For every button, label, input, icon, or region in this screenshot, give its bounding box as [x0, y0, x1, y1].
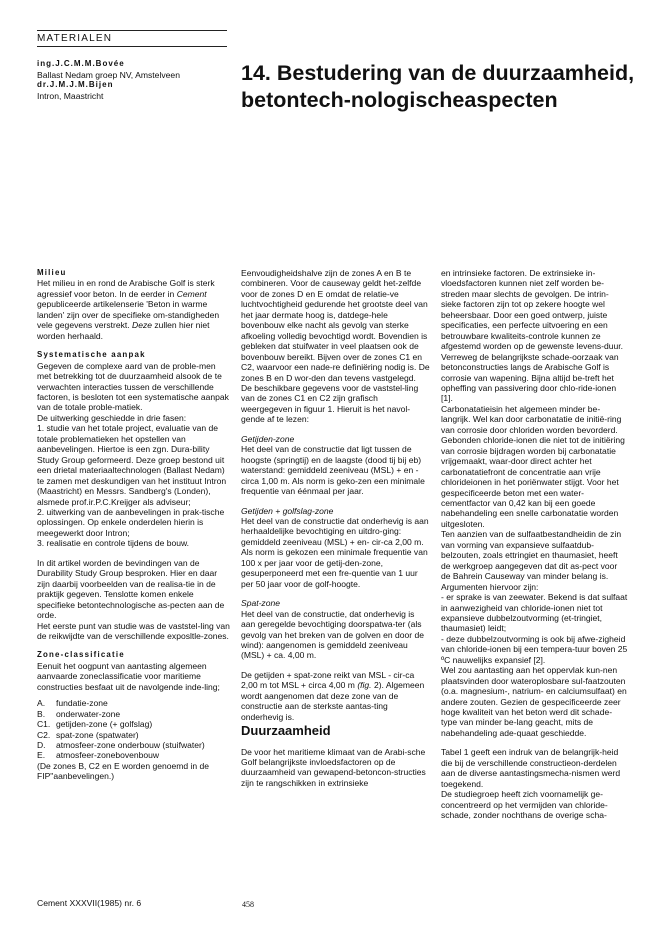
paragraph: 1. studie van het totale project, evaluatie van de totale problematieken het opstellen van aanbevelingen. Hiertoe is een zgn. Dura-bility Study Group geformeerd. Deze groep bestond uit een drietal materiaaltechnologen (Ballast Nedam) te zamen met deskundigen van het instituut Intron (Maastricht) en Messrs. Sandberg's (Londen), alsmede prof.ir.P.C.Kreijger als adviseur; [37, 423, 227, 507]
paragraph: 3. realisatie en controle tijdens de bouw. [37, 538, 190, 549]
author-name: dr.J.M.J.M.Bijen [37, 80, 114, 89]
paragraph: Het eerste punt van studie was de vaststel-ling van de reikwijdte van de verschillende exposltle-zones. [37, 620, 230, 641]
paragraph: Ten aanzien van de sulfaatbestandheidin de zin van vorming van expansieve sulfaatdub-belzouten, zoals ettringiet en thaumasiet, heeft de werkgroep aangegeven dat dit as-pect voor de Bahrein Causeway van minder belang is. Argumenten hiervoor zijn: [441, 529, 622, 592]
paragraph: Verreweg de belangrijkste schade-oorzaak van betonconstructies langs de Arabische Golf is corrosie van wapening. Bijna altijd be-treft het opheffing van passivering door chlo-ride-ionen [1]. [441, 351, 619, 404]
zone-list [37, 698, 230, 761]
list-item: C1. getijden-zone (+ golfslag) [37, 719, 153, 730]
paragraph: Tabel 1 geeft een indruk van de belangrijk-heid die bij de verschillende constructieon-derdelen aan de diverse aantastingsmecha-nismen werd toegekend. [441, 747, 621, 789]
list-item: A. fundatie-zone [37, 698, 108, 709]
subsection-heading: Getijden-zone [241, 433, 295, 444]
paragraph: - deze dubbelzoutvorming is ook bij afwe-zigheid van chloride-ionen bij een tempera-tuur boven 25 ºC nauwelijks expansief [2]. [441, 633, 628, 665]
paragraph: De uitwerking geschiedde in drie fasen: [37, 412, 187, 423]
paragraph: en intrinsieke factoren. De extrinsieke in-vloedsfactoren kunnen niet zelf worden be-streden maar slechts de gevolgen. De intrin-sieke factoren zijn tot op zekere hoogte wel beheersbaar. Door een goed ontwerp, juiste specificaties, een perfecte uitvoering en een betrouwbare kwaliteits-controle kunnen ze afgestemd worden op de gewenste levens-duur. [441, 268, 623, 352]
list-item: B. onderwater-zone [37, 708, 121, 719]
section-label: MATERIALEN [37, 30, 227, 47]
paragraph: (De zones B, C2 en E worden genoemd in de FIP"aanbevelingen.) [37, 760, 209, 782]
subsection-heading: Spat-zone [241, 598, 280, 609]
author-block [37, 59, 232, 101]
list-item: D. atmosfeer-zone onderbouw (stuifwater) [37, 740, 205, 751]
paragraph: Gegeven de complexe aard van de proble-men met betrekking tot de duurzaamheid alsook de te verwachten interacties tussen de verschillende factoren, is besloten tot een systematische aanpak van de totale proble-matiek. [37, 360, 229, 413]
author-affiliation: Ballast Nedam groep NV, Amstelveen [37, 69, 180, 80]
paragraph: De voor het maritieme klimaat van de Arabi-sche Golf belangrijkste invloedsfactoren op de duurzaamheid van gewapend-betoncon-structies zijn te rangschikken in extrinsieke [241, 746, 426, 788]
subsection-heading: Getijden + golfslag-zone [241, 505, 334, 516]
section-heading: Duurzaamheid [241, 723, 331, 739]
paragraph: Eenvoudigheidshalve zijn de zones A en B te combineren. Voor de causeway geldt het-zelfde voor de zones D en E omdat de relatie-ve luchtvochtigheid gedurende het grootste deel van het jaar dermate hoog is, datdege-hele bovenbouw elke nacht als gevolg van sterke afkoeling volledig bevochtigd wordt. Bovendien is gebleken dat stuifwater in veel plaatsen ook de bovenbouw bereikt. Bijven over de zones C1 en C2, waarvoor een nade-re definiëring nodig is. De zones B en D wor-den dan tevens vastgelegd. [241, 268, 430, 383]
paragraph: - er sprake is van zeewater. Bekend is dat sulfaat in aanwezigheid van chloride-ionen niet tot expansieve dubbelzoutvorming (et-tringiet, thaumasiet) leidt; [441, 592, 628, 634]
paragraph: Het milieu in en rond de Arabische Golf is sterk agressief voor beton. In de eerder in Cement gepubliceerde artikelenserie 'Beton in warme landen' zijn over de specifieke om-standigheden vele gegevens verstrekt. Deze zullen hier niet worden herhaald. [37, 278, 220, 341]
paragraph: Carbonatatieisin het algemeen minder be-langrijk. Wel kan door carbonatatie de initië-ring van corrosie door chloriden worden bevorderd. Gebonden chloride-ionen die niet tot de initiëring van corrosie bijdragen worden bij carbonatatie vrijgemaakt, waar-door direct achter het carbonatatiefront de concentratie aan vrije chlorideionen in het poriënwater stijgt. Voor het gespecificeerde beton met een water-cementfactor van 0,42 kan bij een goede nabehandeling een snelle carbonatatie worden uitgesloten. [441, 403, 625, 529]
author-name: ing.J.C.M.M.Bovée [37, 59, 125, 68]
paragraph: De getijden + spat-zone reikt van MSL - cir-ca 2,00 m tot MSL + circa 4,00 m (fig. 2). Algemeen wordt aangenomen dat deze zone van de constructie aan de sterkste aantas-ting onderhevig is. [241, 669, 425, 722]
list-item: E. atmosfeer-zonebovenbouw [37, 750, 160, 761]
paragraph: De studiegroep heeft zich voornamelijk ge-concentreerd op het vermijden van chloride-schade, zonder nochthans de overige scha- [441, 789, 608, 821]
journal-footer: Cement XXXVII(1985) nr. 6 [37, 898, 142, 908]
paragraph: De beschikbare gegevens voor de vaststel-ling van de zones C1 en C2 zijn grafisch weergegeven in figuur 1. Hieruit is het navol-gende af te lezen: [241, 382, 419, 425]
paragraph: Het deel van de constructie dat onderhevig is aan herhaaldelijke bevochtiging en uitdro-ging: gemiddeld zeeniveau (MSL) + en- cir-ca 2,00 m. Als norm is gekozen een minimale frequentie van 100 x per jaar voor de getij-den-zone, gesuperponeerd met een fre-quentie van 1 uur per 50 jaar voor de golf-hoogte. [241, 515, 429, 589]
text-column-3 [441, 268, 628, 821]
paragraph: 2. uitwerking van de aanbevelingen in prak-tische oplossingen. Op enkele onderdelen hierin is meegewerkt door Intron; [37, 506, 225, 538]
page-number: 458 [242, 900, 254, 909]
section-heading: Systematische aanpak [37, 350, 146, 360]
section-heading: Zone-classificatie [37, 650, 125, 660]
article-title: 14. Bestudering van de duurzaamheid, betontech-nologischeaspecten [241, 61, 635, 112]
section-heading: Milieu [37, 268, 67, 277]
paragraph: In dit artikel worden de bevindingen van de Durability Study Group besproken. Hier en daar zijn daarbij voorbeelden van de realisa-tie in de praktijk gegeven. Tenslotte komen enkele specifieke betontechnologische as-pecten aan de orde. [37, 557, 225, 621]
text-column-1 [37, 268, 230, 782]
paragraph: Wel zou aantasting aan het oppervlak kun-nen plaatsvinden door wateroplosbare sul-faatzouten (o.a. magnesium-, natrium- en calciumsulfaat) en andere zouten. Gezien de gespecificeerde zeer hoge kwaliteit van het beton werd dit schade-type van minder be-lang geacht, mits de nabehandeling ade-quaat geschiedde. [441, 665, 627, 738]
text-column-2 [241, 268, 431, 788]
author-affiliation: Intron, Maastricht [37, 90, 104, 101]
paragraph: Eenuit het oogpunt van aantasting algemeen aanvaarde zoneclassificatie voor maritieme constructies besfaat uit de navolgende inde-ling; [37, 660, 220, 692]
list-item: C2. spat-zone (spatwater) [37, 729, 139, 740]
paragraph: Het deel van de constructie, dat onderhevig is aan geregelde bevochtiging doorspatwa-ter (als gevolg van het breken van de golven en door de wind): aangenomen is gemiddeld zeeniveau (MSL) + ca. 4,00 m. [241, 608, 424, 661]
paragraph: Het deel van de constructie dat ligt tussen de hoogste (springtij) en de laagste (dood tij bij eb) waterstand: gemiddeld zeeniveau (MSL) + en - circa 1,00 m. Als norm is geko-zen een minimale frequentie van éénmaal per jaar. [241, 444, 425, 497]
